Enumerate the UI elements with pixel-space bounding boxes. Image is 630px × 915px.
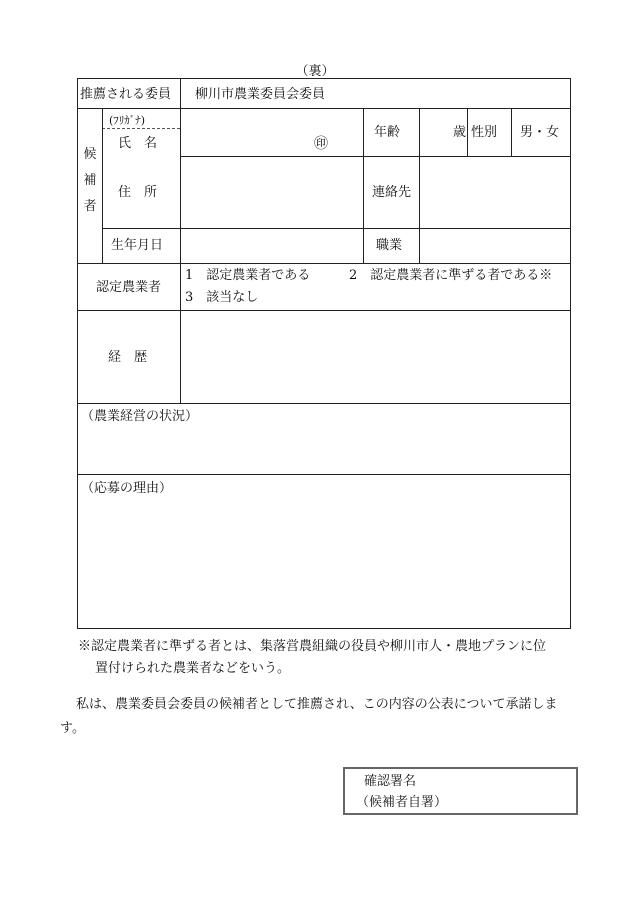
age-label: 年齢 bbox=[374, 125, 401, 140]
reason-label: （応募の理由） bbox=[81, 481, 173, 496]
birthdate-field[interactable] bbox=[181, 229, 362, 262]
furigana-label: (ﾌﾘｶﾞﾅ) bbox=[109, 114, 146, 127]
recommended-committee-value: 柳川市農業委員会委員 bbox=[195, 87, 326, 102]
certified-option-2[interactable]: 2 認定農業者に準ずる者である※ bbox=[349, 268, 553, 283]
page-title: （裏） bbox=[295, 64, 335, 79]
signature-box[interactable] bbox=[343, 767, 578, 815]
footnote bbox=[78, 636, 588, 680]
gender-label: 性別 bbox=[471, 125, 498, 140]
recommended-committee-label: 推薦される委員 bbox=[80, 87, 172, 102]
occupation-label: 職業 bbox=[376, 238, 403, 253]
birthdate-label: 生年月日 bbox=[111, 238, 164, 253]
address-label: 住 所 bbox=[118, 185, 158, 200]
address-field[interactable] bbox=[181, 157, 362, 227]
certified-option-3[interactable]: 3 該当なし bbox=[185, 290, 259, 305]
furigana-field[interactable] bbox=[181, 109, 362, 128]
contact-label: 連絡先 bbox=[372, 185, 412, 200]
seal-mark: ㊞ bbox=[314, 136, 328, 152]
consent-statement: 私は、農業委員会委員の候補者として推薦され、この内容の公表について承諾します。 bbox=[60, 697, 558, 736]
contact-field[interactable] bbox=[420, 157, 569, 227]
signature-title: 確認署名 bbox=[364, 774, 417, 789]
farming-status-label: （農業経営の状況） bbox=[81, 409, 199, 424]
signature-subtitle: （候補者自署） bbox=[356, 795, 448, 810]
occupation-field[interactable] bbox=[420, 229, 569, 262]
age-unit: 歳 bbox=[453, 125, 467, 140]
certified-option-1[interactable]: 1 認定農業者である bbox=[185, 268, 311, 283]
name-field[interactable] bbox=[181, 129, 362, 155]
footnote-line-2: 置付けられた農業者などをいう。 bbox=[95, 661, 291, 676]
career-label: 経 歴 bbox=[108, 350, 148, 365]
candidate-label: 候 補 者 bbox=[83, 147, 97, 214]
farming-status-field[interactable] bbox=[79, 426, 569, 473]
name-label: 氏 名 bbox=[118, 136, 158, 151]
certified-farmer-label: 認定農業者 bbox=[96, 280, 162, 295]
recommendation-form bbox=[77, 78, 571, 629]
career-field[interactable] bbox=[181, 311, 569, 402]
footnote-line-1: ※認定農業者に準ずる者とは、集落営農組織の役員や柳川市人・農地プランに位 bbox=[78, 639, 547, 654]
reason-field[interactable] bbox=[79, 499, 569, 627]
gender-options[interactable]: 男・女 bbox=[520, 125, 560, 140]
